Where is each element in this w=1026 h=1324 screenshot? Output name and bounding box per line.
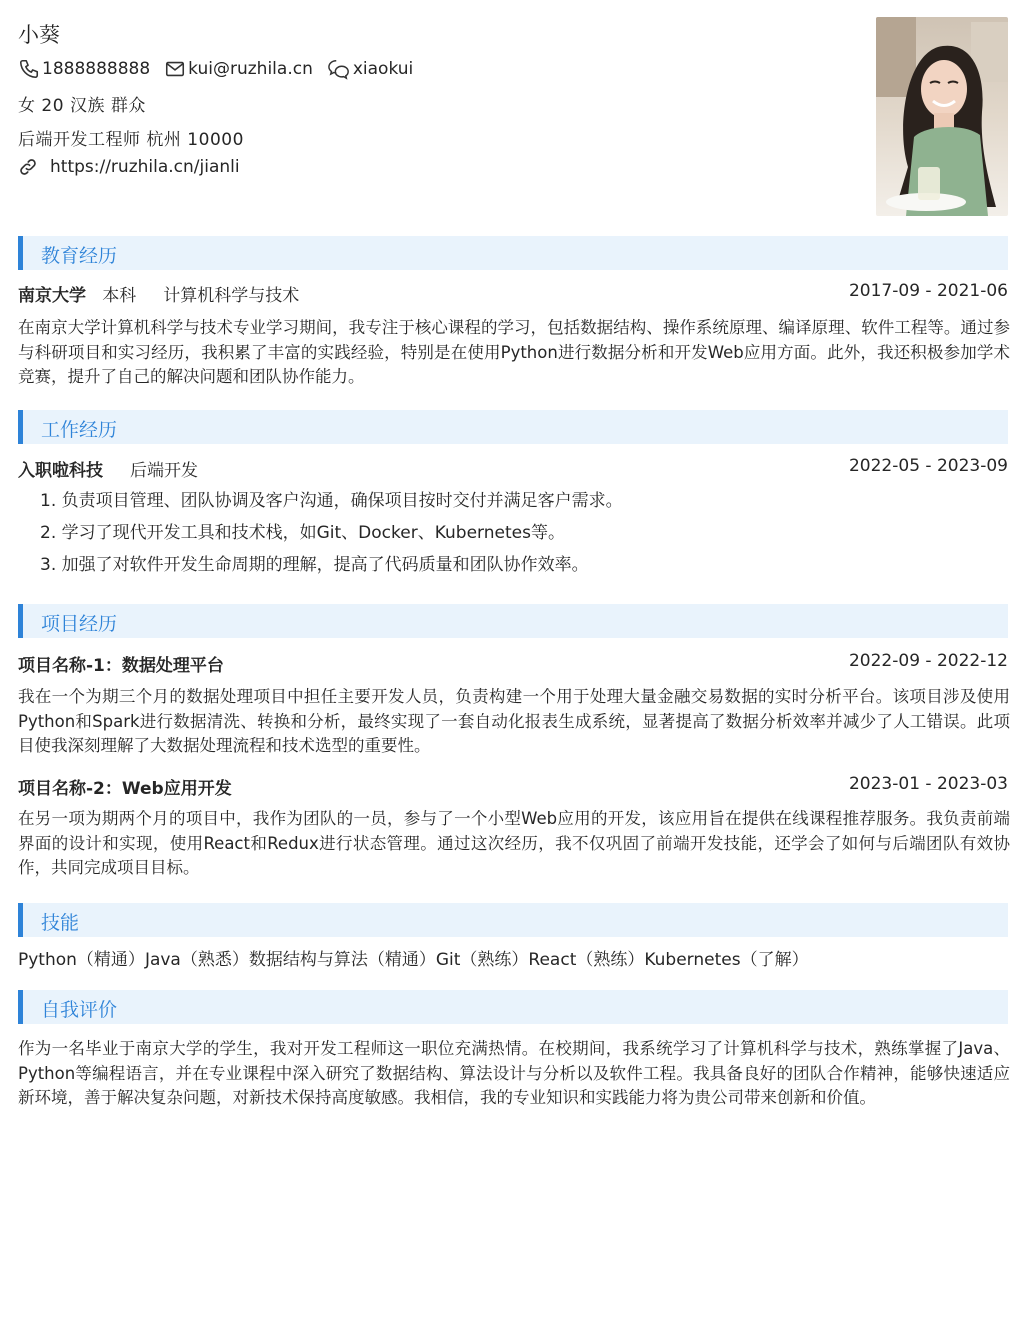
skill-item: Java（熟悉） (144, 950, 249, 970)
project-row (18, 774, 1008, 799)
link-icon (18, 157, 38, 177)
section-projects-header (18, 604, 1008, 638)
project-date: 2023-01 - 2023-03 (848, 774, 1008, 794)
job-role: 后端开发 (130, 461, 199, 481)
skill-item: Python（精通） (18, 950, 145, 970)
project-name: 项目名称-2：Web应用开发 (18, 779, 232, 799)
company-name: 入职啦科技 (18, 461, 103, 481)
education-row (18, 281, 1008, 306)
skill-item: Kubernetes（了解） (644, 950, 809, 970)
work-row (18, 456, 1008, 481)
wechat-id: xiaokui (352, 59, 414, 79)
contact-row (18, 57, 427, 81)
section-title: 自我评价 (41, 999, 118, 1021)
phone-contact (18, 58, 150, 80)
work-duties-list (40, 488, 623, 584)
personal-info: 女 20 汉族 群众 (18, 96, 146, 116)
education-date: 2017-09 - 2021-06 (848, 281, 1008, 301)
skills-list (18, 945, 809, 970)
self-evaluation-text: 作为一名毕业于南京大学的学生，我对开发工程师这一职位充满热情。在校期间，我系统学习了计算机科学与技术，熟练掌握了Java、Python等编程语言，并在专业课程中深入研究了数据结构、算法设计与分析以及软件工程。我具备良好的团队合作精神，能够快速适应新环境，善于解决复杂问题，对新技术保持高度敏感。我相信，我的专业知识和实践能力将为贵公司带来创新和价值。 (18, 1039, 1010, 1107)
major: 计算机科学与技术 (163, 286, 300, 306)
job-intent: 后端开发工程师 杭州 10000 (18, 130, 244, 150)
section-title: 教育经历 (41, 245, 118, 267)
wechat-icon (327, 58, 351, 80)
candidate-name: 小葵 (18, 23, 60, 47)
section-title: 技能 (41, 912, 80, 934)
section-skills-header (18, 903, 1008, 937)
project-name: 项目名称-1：数据处理平台 (18, 656, 224, 676)
degree: 本科 (102, 286, 137, 306)
email-address: kui@ruzhila.cn (188, 59, 313, 79)
project-description: 我在一个为期三个月的数据处理项目中担任主要开发人员，负责构建一个用于处理大量金融交易数据的实时分析平台。该项目涉及使用Python和Spark进行数据清洗、转换和分析，最终实现了一套自动化报表生成系统，显著提高了数据分析效率并减少了人工错误。此项目使我深刻理解了大数据处理流程和技术选型的重要性。 (18, 687, 1010, 755)
work-date: 2022-05 - 2023-09 (848, 456, 1008, 476)
homepage-link-row (18, 157, 240, 177)
profile-photo (876, 17, 1008, 216)
email-contact (164, 58, 313, 80)
project-row (18, 651, 1008, 676)
school-name: 南京大学 (18, 286, 86, 306)
skill-item: 数据结构与算法（精通） (248, 950, 436, 970)
education-description: 在南京大学计算机科学与技术专业学习期间，我专注于核心课程的学习，包括数据结构、操作系统原理、编译原理、软件工程等。通过参与科研项目和实习经历，我积累了丰富的实践经验，特别是在使用Python进行数据分析和开发Web应用方面。此外，我还积极参加学术竞赛，提升了自己的解决问题和团队协作能力。 (18, 318, 1010, 386)
list-item: 2. 学习了现代开发工具和技术栈，如Git、Docker、Kubernetes等。 (40, 523, 565, 543)
skill-item: Git（熟练） (435, 950, 529, 970)
section-title: 工作经历 (41, 419, 118, 441)
phone-icon (18, 58, 40, 80)
list-item: 1. 负责项目管理、团队协调及客户沟通，确保项目按时交付并满足客户需求。 (40, 491, 623, 511)
mail-icon (164, 58, 186, 80)
list-item: 3. 加强了对软件开发生命周期的理解，提高了代码质量和团队协作效率。 (40, 555, 589, 575)
project-date: 2022-09 - 2022-12 (848, 651, 1008, 671)
wechat-contact (327, 58, 413, 80)
homepage-url[interactable]: https://ruzhila.cn/jianli (50, 157, 240, 177)
section-self-evaluation-header (18, 990, 1008, 1024)
section-work-header (18, 410, 1008, 444)
project-description: 在另一项为期两个月的项目中，我作为团队的一员，参与了一个小型Web应用的开发，该应用旨在提供在线课程推荐服务。我负责前端界面的设计和实现，使用React和Redux进行状态管理。通过这次经历，我不仅巩固了前端开发技能，还学会了如何与后端团队有效协作，共同完成项目目标。 (18, 809, 1010, 877)
skill-item: React（熟练） (528, 950, 645, 970)
section-title: 项目经历 (41, 613, 118, 635)
phone-number: 1888888888 (42, 59, 151, 79)
section-education-header (18, 236, 1008, 270)
